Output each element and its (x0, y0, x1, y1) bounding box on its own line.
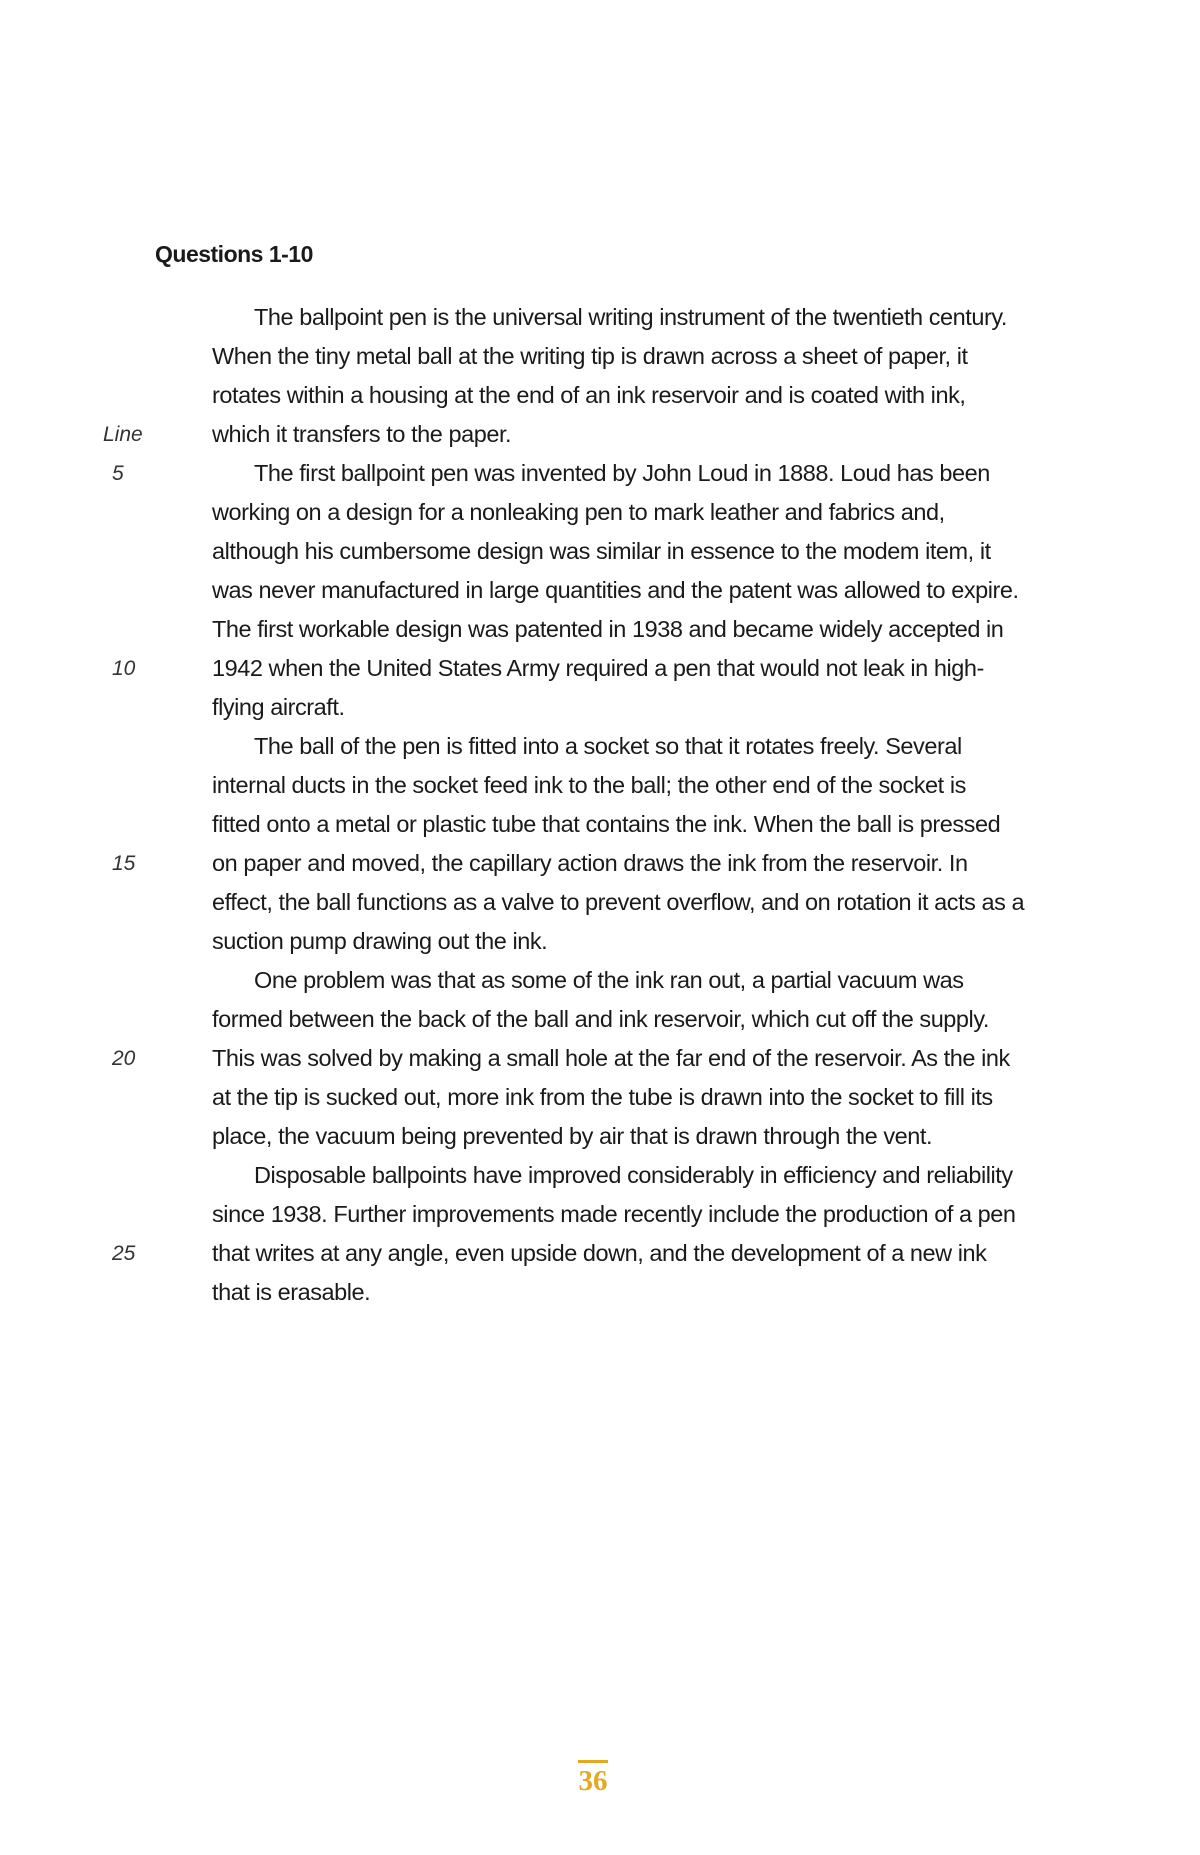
passage-line: Disposable ballpoints have improved considerably in efficiency and reliability (254, 1162, 1013, 1188)
line-number: 5 (112, 462, 124, 485)
line-label: Line (103, 423, 143, 446)
line-number: 25 (112, 1242, 136, 1265)
passage-line: One problem was that as some of the ink ran out, a partial vacuum was (254, 967, 964, 993)
passage-line: which it transfers to the paper. (212, 421, 512, 447)
passage-line: The first ballpoint pen was invented by John Loud in 1888. Loud has been (254, 460, 990, 486)
passage-line: although his cumbersome design was similar in essence to the modem item, it (212, 538, 991, 564)
passage-line: internal ducts in the socket feed ink to the ball; the other end of the socket is (212, 772, 966, 798)
line-number: 15 (112, 852, 136, 875)
passage-line: at the tip is sucked out, more ink from the tube is drawn into the socket to fill its (212, 1084, 993, 1110)
passage-line: was never manufactured in large quantities and the patent was allowed to expire. (212, 577, 1019, 603)
passage-line: flying aircraft. (212, 694, 345, 720)
passage-line: This was solved by making a small hole at the far end of the reservoir. As the ink (212, 1045, 1010, 1071)
passage-line: The first workable design was patented in 1938 and became widely accepted in (212, 616, 1004, 642)
passage-line: When the tiny metal ball at the writing tip is drawn across a sheet of paper, it (212, 343, 968, 369)
passage-line: that is erasable. (212, 1279, 371, 1305)
passage-line: The ball of the pen is fitted into a socket so that it rotates freely. Several (254, 733, 962, 759)
passage-line: on paper and moved, the capillary action draws the ink from the reservoir. In (212, 850, 968, 876)
line-number: 20 (112, 1047, 136, 1070)
passage-line: since 1938. Further improvements made recently include the production of a pen (212, 1201, 1016, 1227)
page-number: 36 (578, 1765, 608, 1797)
passage-line: The ballpoint pen is the universal writing instrument of the twentieth century. (254, 304, 1007, 330)
passage-line: effect, the ball functions as a valve to prevent overflow, and on rotation it acts as a (212, 889, 1025, 915)
passage-line: working on a design for a nonleaking pen to mark leather and fabrics and, (212, 499, 945, 525)
passage-line: formed between the back of the ball and ink reservoir, which cut off the supply. (212, 1006, 989, 1032)
section-heading: Questions 1-10 (155, 241, 313, 267)
passage-line: place, the vacuum being prevented by air that is drawn through the vent. (212, 1123, 933, 1149)
passage-line: rotates within a housing at the end of an ink reservoir and is coated with ink, (212, 382, 966, 408)
passage-line: fitted onto a metal or plastic tube that contains the ink. When the ball is pressed (212, 811, 1001, 837)
page-number-rule (578, 1760, 608, 1763)
line-number: 10 (112, 657, 136, 680)
passage-line: that writes at any angle, even upside down, and the development of a new ink (212, 1240, 987, 1266)
passage-line: 1942 when the United States Army required a pen that would not leak in high- (212, 655, 984, 681)
passage-line: suction pump drawing out the ink. (212, 928, 548, 954)
